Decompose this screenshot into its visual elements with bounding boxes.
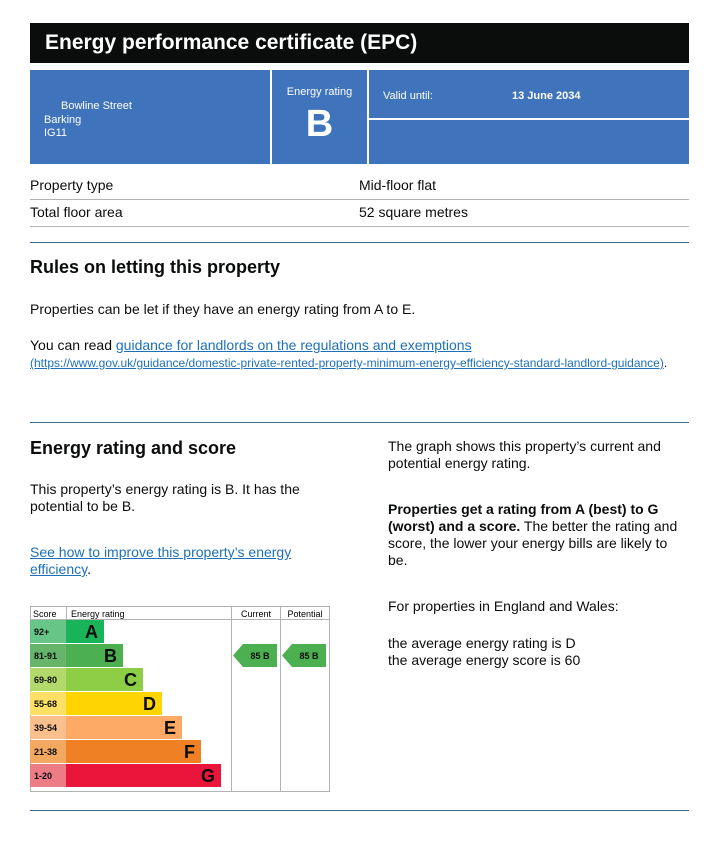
average-score-text: the average energy score is 60 — [388, 652, 581, 668]
band-f-letter: F — [184, 742, 195, 762]
band-a-letter: A — [85, 622, 98, 642]
chart-header-potential: Potential — [287, 609, 323, 619]
improve-link[interactable]: See how to improve this property’s energy efficiency — [30, 544, 292, 577]
score-heading: Energy rating and score — [30, 438, 237, 458]
valid-until-date: 13 June 2034 — [512, 90, 581, 102]
region-paragraph: For properties in England and Wales: — [388, 598, 619, 614]
band-f-bar — [66, 740, 201, 763]
band-e-score: 39-54 — [34, 723, 58, 733]
certificate-number-panel — [369, 120, 689, 164]
guidance-end: . — [663, 356, 668, 370]
energy-rating-label: Energy rating — [286, 86, 353, 98]
average-rating-text: the average energy rating is D — [388, 635, 576, 651]
address-panel — [30, 70, 270, 164]
band-a-score: 92+ — [34, 627, 50, 637]
floor-area-label: Total floor area — [30, 204, 123, 220]
property-type-label: Property type — [30, 177, 114, 193]
improve-end: . — [87, 561, 91, 577]
chart-header-current: Current — [240, 609, 272, 619]
band-g-bar — [66, 764, 221, 787]
band-b-score: 81-91 — [34, 651, 58, 661]
current-rating-label: 85 B — [250, 651, 270, 661]
band-d-letter: D — [143, 694, 156, 714]
guidance-paragraph — [30, 337, 670, 372]
graph-description: The graph shows this property’s current and potential energy rating. — [388, 438, 661, 471]
address-line-2: Barking — [44, 114, 82, 126]
band-g-letter: G — [200, 766, 215, 786]
guidance-link[interactable]: guidance for landlords on the regulations and exemptions — [115, 337, 472, 353]
divider — [30, 810, 689, 811]
epc-rating-chart — [30, 606, 330, 792]
chart-header-rating: Energy rating — [71, 609, 125, 619]
property-type-row — [30, 172, 689, 200]
address-line-1: Bowline Street — [61, 100, 132, 112]
energy-rating-panel — [272, 70, 367, 164]
floor-area-value: 52 square metres — [359, 204, 468, 220]
property-type-value: Mid-floor flat — [359, 177, 437, 193]
letting-paragraph: Properties can be let if they have an energy rating from A to E. — [30, 301, 416, 317]
rating-explanation-bold: Properties get a rating from A (best) to G (worst) and a score. — [388, 501, 659, 534]
validity-panel — [369, 70, 689, 118]
letting-heading: Rules on letting this property — [30, 257, 281, 277]
rating-explanation — [388, 501, 688, 569]
address-line-3: IG11 — [44, 127, 68, 139]
band-f-score: 21-38 — [34, 747, 58, 757]
rating-explanation-rest: The better the rating and score, the lower your energy bills are likely to be. — [388, 518, 678, 568]
potential-rating-label: 85 B — [299, 651, 319, 661]
page-title: Energy performance certificate (EPC) — [30, 23, 689, 63]
valid-until-label: Valid until: — [383, 90, 433, 102]
rating-paragraph: This property’s energy rating is B. It has the potential to be B. — [30, 481, 300, 514]
chart-header-score: Score — [33, 609, 57, 619]
band-b-letter: B — [104, 646, 117, 666]
guidance-url-link[interactable]: (https://www.gov.uk/guidance/domestic-private-rented-property-minimum-energy-efficiency-standard-landlord-guidance) — [30, 356, 664, 370]
divider — [30, 242, 689, 243]
guidance-prefix: You can read — [30, 337, 116, 353]
floor-area-row — [30, 199, 689, 227]
band-c-letter: C — [124, 670, 137, 690]
band-g-score: 1-20 — [34, 771, 53, 781]
band-d-score: 55-68 — [34, 699, 58, 709]
band-c-score: 69-80 — [34, 675, 58, 685]
divider — [30, 422, 689, 423]
band-e-letter: E — [163, 718, 176, 738]
energy-rating-letter: B — [305, 103, 334, 145]
improve-paragraph — [30, 544, 330, 578]
